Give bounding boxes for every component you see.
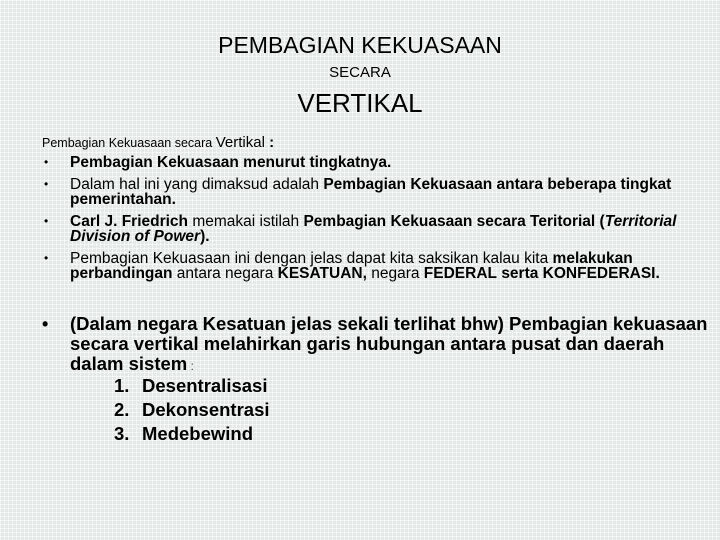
bullet-text: Pembagian Kekuasaan ini dengan jelas dapat kita saksikan kalau kita xyxy=(70,250,553,267)
bullet-text-italic: Territorial Division of Power xyxy=(70,213,677,245)
bullet-list xyxy=(42,155,682,288)
list-item xyxy=(114,374,270,398)
list-item xyxy=(42,155,682,170)
item-label: Medebewind xyxy=(142,423,254,444)
bullet-icon: • xyxy=(44,177,49,191)
bullet-text: Pembagian Kekuasaan menurut tingkatnya. xyxy=(70,154,392,171)
main-bullet-colon: : xyxy=(187,359,194,373)
slide-title-vertikal: VERTIKAL xyxy=(297,88,423,118)
main-bullet xyxy=(42,314,710,376)
list-item xyxy=(114,398,270,422)
item-label: Dekonsentrasi xyxy=(142,399,270,420)
bullet-text: negara xyxy=(366,265,424,282)
item-number: 1. xyxy=(114,375,130,396)
bullet-text: Dalam hal ini yang dimaksud adalah xyxy=(70,176,324,193)
intro-line xyxy=(42,134,274,151)
bullet-text: ). xyxy=(200,228,210,245)
list-item xyxy=(42,251,682,281)
bullet-text: antara negara xyxy=(172,265,278,282)
bullet-text-bold: melakukan perbandingan xyxy=(70,250,633,282)
bullet-text: ( xyxy=(595,213,605,230)
bullet-text: memakai istilah xyxy=(188,213,304,230)
bullet-text-bold: Carl J. Friedrich xyxy=(70,213,189,230)
numbered-list xyxy=(114,374,270,446)
bullet-icon: • xyxy=(42,314,49,334)
main-bullet-text: (Dalam negara Kesatuan jelas sekali terlihat bhw) Pembagian kekuasaan secara vertikal melahirkan garis hubungan antara pusat dan daerah dalam sistem xyxy=(70,313,708,374)
bullet-icon: • xyxy=(44,251,49,265)
bullet-text-bold: Pembagian Kekuasaan secara Teritorial xyxy=(303,213,596,230)
item-label: Desentralisasi xyxy=(142,375,268,396)
item-number: 3. xyxy=(114,423,130,444)
bullet-text-bold: serta KONFEDERASI. xyxy=(501,265,660,282)
intro-keyword: Vertikal xyxy=(215,134,265,151)
bullet-icon: • xyxy=(44,155,49,169)
list-item xyxy=(42,177,682,207)
bullet-text-bold: KESATUAN, xyxy=(277,265,367,282)
bullet-text-bold: FEDERAL xyxy=(423,265,497,282)
intro-text: Pembagian Kekuasaan secara xyxy=(42,136,216,150)
intro-colon: : xyxy=(264,134,275,151)
item-number: 2. xyxy=(114,399,130,420)
bullet-text-bold: Pembagian Kekuasaan antara beberapa tingkat pemerintahan. xyxy=(70,176,672,208)
list-item xyxy=(114,422,270,446)
slide-title: PEMBAGIAN KEKUASAAN xyxy=(218,32,502,58)
bullet-icon: • xyxy=(44,214,49,228)
list-item xyxy=(42,214,682,244)
slide-subtitle: SECARA xyxy=(329,64,391,81)
